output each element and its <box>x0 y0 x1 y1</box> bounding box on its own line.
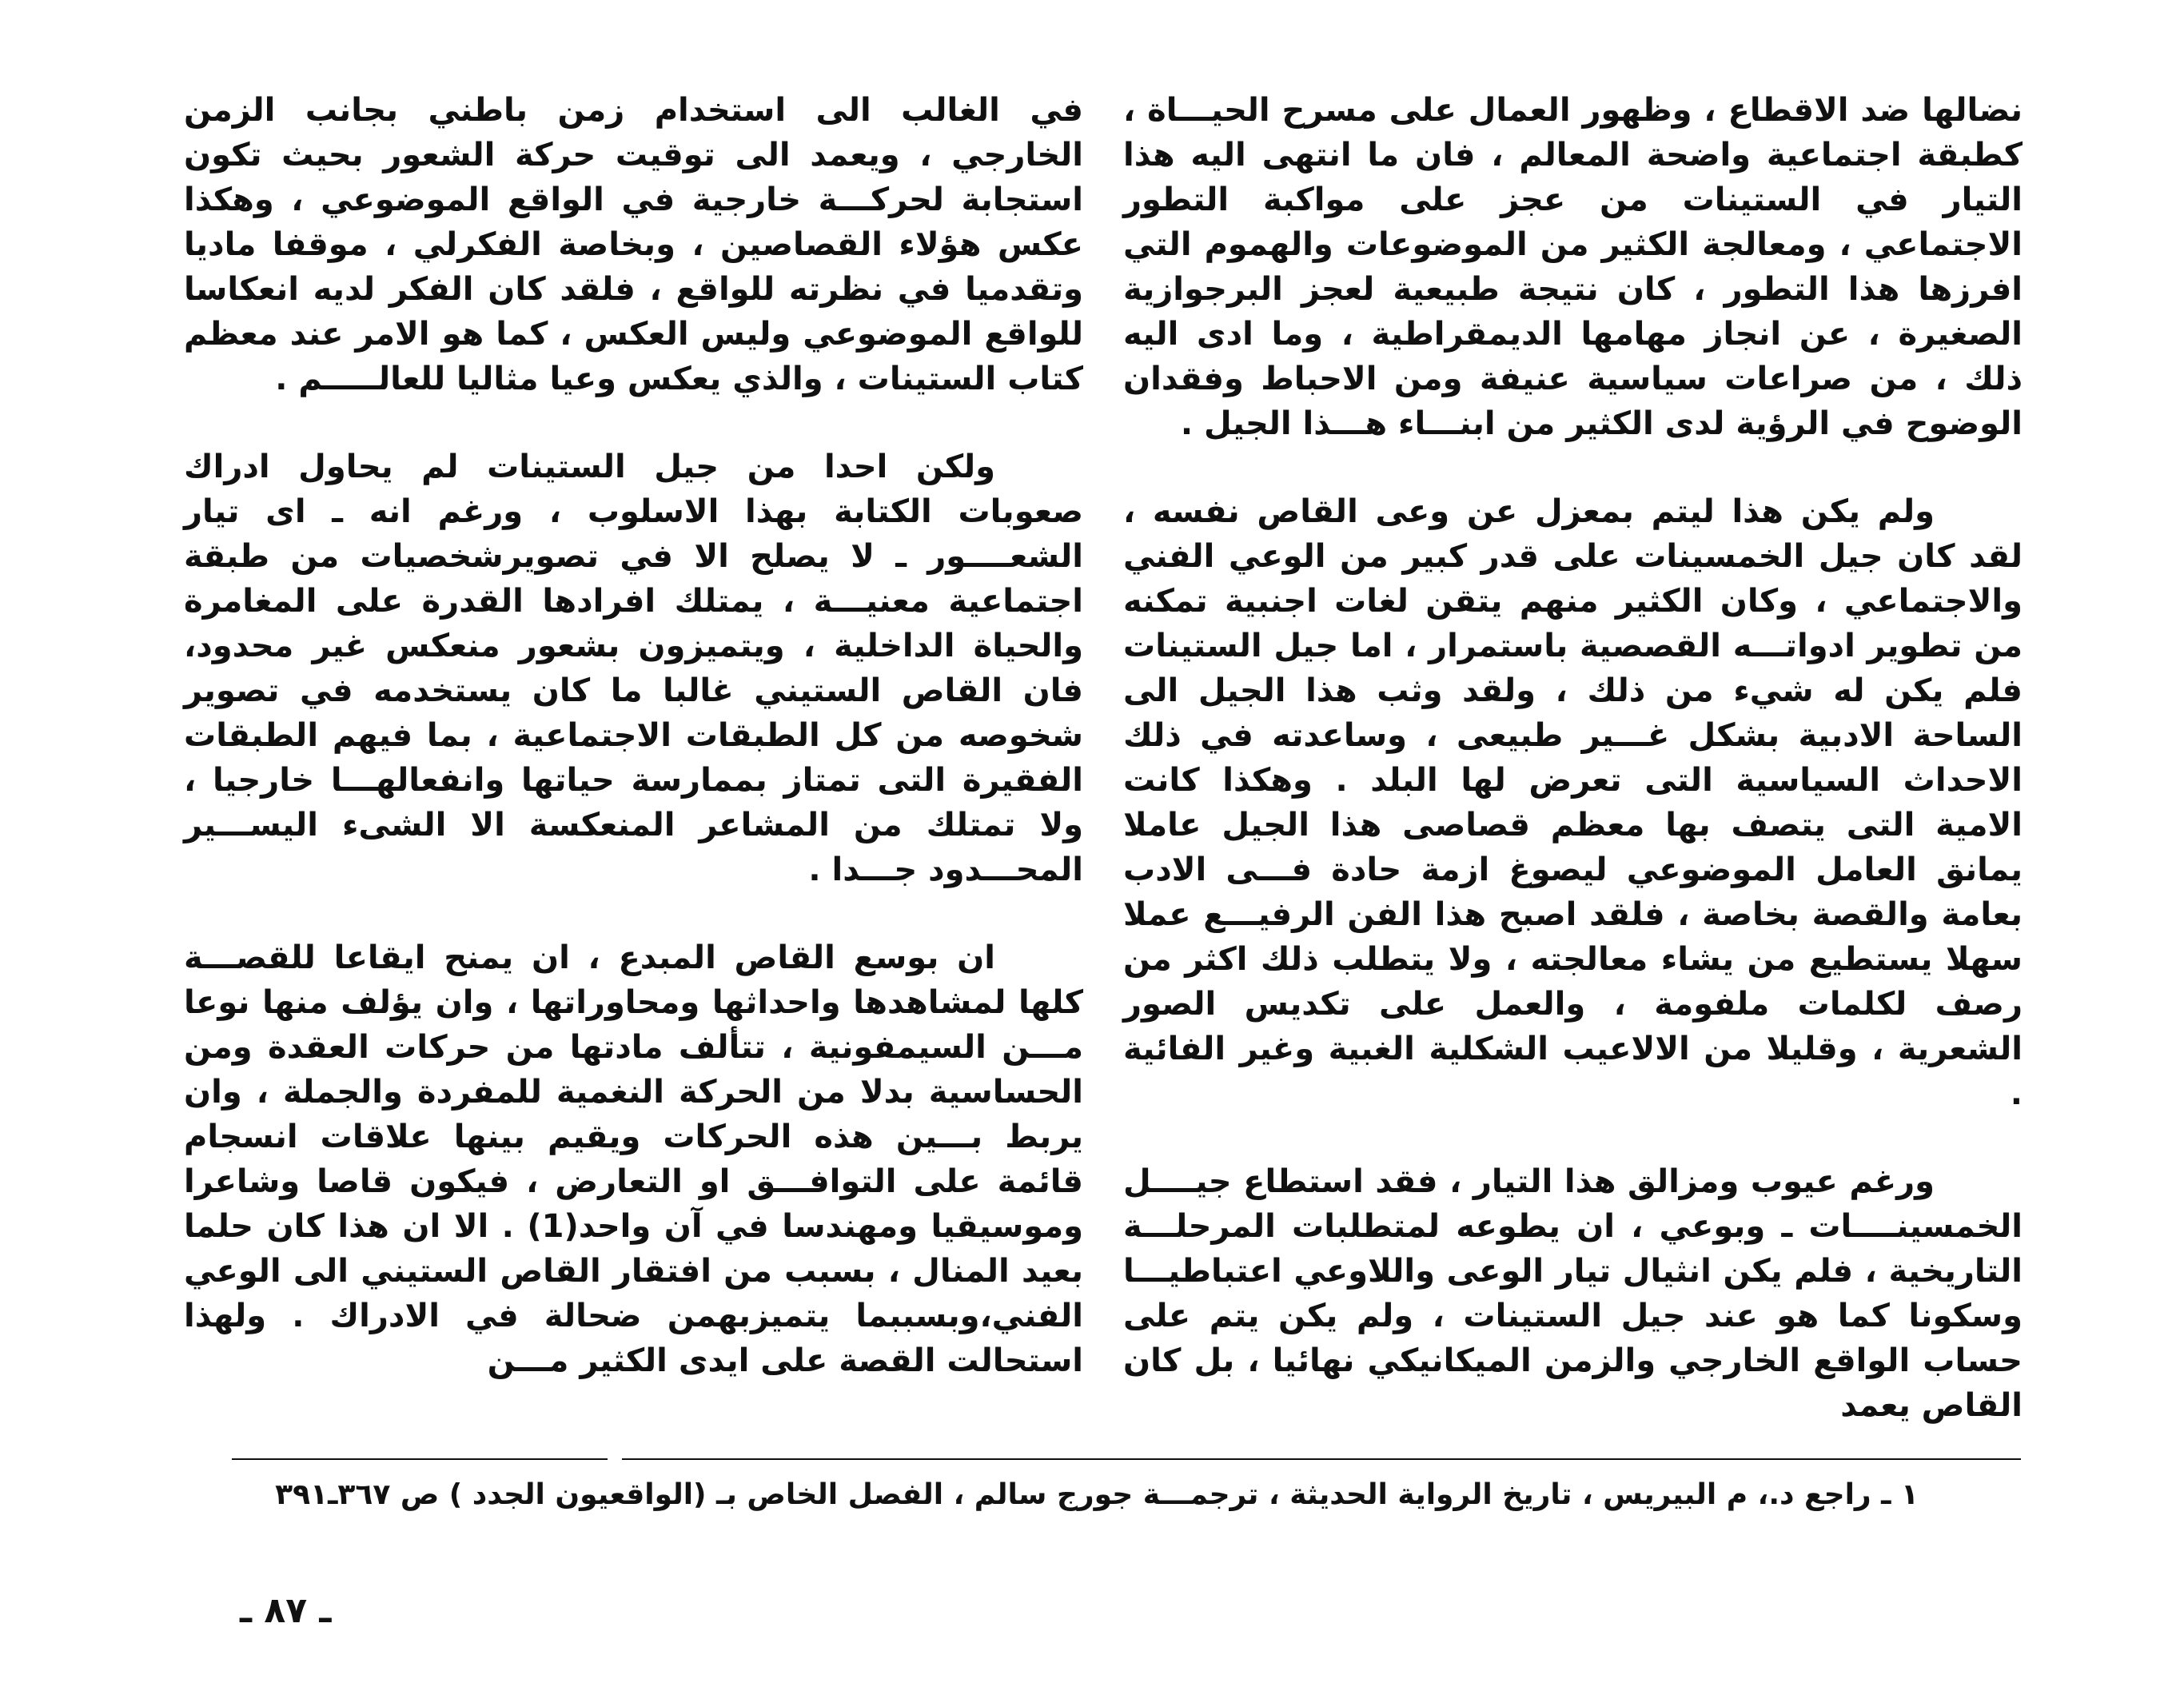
page-number: ـ ٨٧ ـ <box>240 1590 332 1631</box>
left-text-column <box>184 88 1083 1426</box>
right-text-column <box>1123 88 2023 1471</box>
paragraph: ولكن احدا من جيل الستينات لم يحاول ادراك صعوبات الكتابة بهذا الاسلوب ، ورغم انه ـ اى تيار الشعــــور ـ لا يصلح الا في تصويرشخصيات من طبقة اجتماعية معنيـــة ، يمتلك افرادها القدرة على المغامرة والحياة الداخلية ، ويتميزون بشعور منعكس غير محدود، فان القاص الستيني غالبا ما كان يستخدمه في تصوير شخوصه من كل الطبقات الاجتماعية ، بما فيهم الطبقات الفقيرة التى تمتاز بممارسة حياتها وانفعالهـــا خارجيا ، ولا تمتلك من المشاعر المنعكسة الا الشىء اليســـير المحـــدود جـــدا . <box>184 449 1083 888</box>
paragraph: ان بوسع القاص المبدع ، ان يمنح ايقاعا للقصـــة كلها لمشاهدها واحداثها ومحاوراتها ، وان يؤلف منها نوعا مـــن السيمفونية ، تتألف مادتها من حركات العقدة ومن الحساسية بدلا من الحركة النغمية للمفردة والجملة ، وان يربط بـــين هذه الحركات ويقيم بينها علاقات انسجام قائمة على التوافـــق او التعارض ، فيكون قاصا وشاعرا وموسيقيا ومهندسا في آن واحد(1) . الا ان هذا كان حلما بعيد المنال ، بسبب من افتقار القاص الستيني الى الوعي الفني،وبسببما يتميزبهمن ضحالة في الادراك . ولهذا استحالت القصة على ايدى الكثير مـــن <box>184 939 1083 1379</box>
paragraph: ولم يكن هذا ليتم بمعزل عن وعى القاص نفسه ، لقد كان جيل الخمسينات على قدر كبير من الوعي الفني والاجتماعي ، وكان الكثير منهم يتقن لغات اجنبية تمكنه من تطوير ادواتـــه القصصية باستمرار ، اما جيل الستينات فلم يكن له شيء من ذلك ، ولقد وثب هذا الجيل الى الساحة الادبية بشكل غـــير طبيعى ، وساعدته في ذلك الاحداث السياسية التى تعرض لها البلد . وهكذا كانت الامية التى يتصف بها معظم قصاصى هذا الجيل عاملا يمانق العامل الموضوعي ليصوغ ازمة حادة فـــى الادب بعامة والقصة بخاصة ، فلقد اصبح هذا الفن الرفيـــع عملا سهلا يستطيع من يشاء معالجته ، ولا يتطلب ذلك اكثر من رصف لكلمات ملفومة ، والعمل على تكديس الصور الشعرية ، وقليلا من الالاعيب الشكلية الغبية وغير الفائية . <box>1123 493 2023 1112</box>
footnote-divider <box>232 1458 608 1460</box>
paragraph: ورغم عيوب ومزالق هذا التيار ، فقد استطاع جيــــل الخمسينــــات ـ وبوعي ، ان يطوعه لمتطلبات المرحلـــة التاريخية ، فلم يكن انثيال تيار الوعى واللاوعي اعتباطيـــا وسكونا كما هو عند جيل الستينات ، ولم يكن يتم على حساب الواقع الخارجي والزمن الميكانيكي نهائيا ، بل كان القاص يعمد <box>1123 1163 2023 1424</box>
footnote-divider <box>622 1458 2021 1460</box>
paragraph: نضالها ضد الاقطاع ، وظهور العمال على مسرح الحيـــاة ، كطبقة اجتماعية واضحة المعالم ، فان ما انتهى اليه هذا التيار في الستينات من عجز على مواكبة التطور الاجتماعي ، ومعالجة الكثير من الموضوعات والهموم التي افرزها هذا التطور ، كان نتيجة طبيعية لعجز البرجوازية الصغيرة ، عن انجاز مهامها الديمقراطية ، وما ادى اليه ذلك ، من صراعات سياسية عنيفة ومن الاحباط وفقدان الوضوح في الرؤية لدى الكثير من ابنـــاء هـــذا الجيل . <box>1123 92 2023 442</box>
footnote: ١ ـ راجع د.، م البيريس ، تاريخ الرواية الحديثة ، ترجمـــة جورج سالم ، الفصل الخاص بـ (الواقعيون الجدد ) ص ٣٦٧ـ٣٩١ <box>275 1478 1919 1511</box>
paragraph: في الغالب الى استخدام زمن باطني بجانب الزمن الخارجي ، ويعمد الى توقيت حركة الشعور بحيث تكون استجابة لحركـــة خارجية في الواقع الموضوعي ، وهكذا عكس هؤلاء القصاصين ، وبخاصة الفكرلي ، موقفا ماديا وتقدميا في نظرته للواقع ، فلقد كان الفكر لديه انعكاسا للواقع الموضوعي وليس العكس ، كما هو الامر عند معظم كتاب الستينات ، والذي يعكس وعيا مثاليا للعالـــــم . <box>184 92 1083 397</box>
